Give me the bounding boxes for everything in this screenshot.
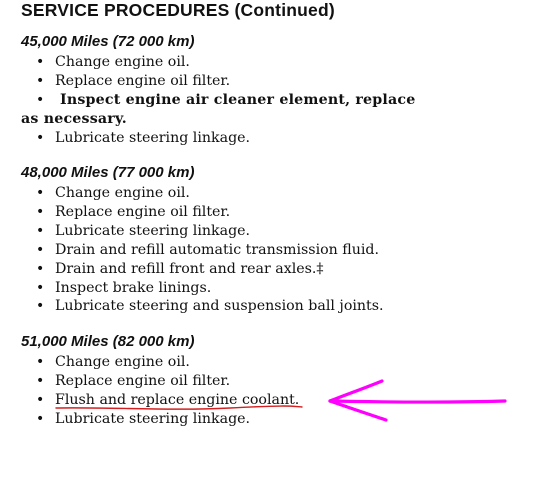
bullet-icon: • xyxy=(36,354,45,370)
section-heading-48000: 48,000 Miles (77 000 km) xyxy=(21,164,195,181)
bullet-icon: • xyxy=(36,261,45,277)
bullet-icon: • xyxy=(36,92,45,108)
bullet-icon: • xyxy=(36,411,45,427)
list-item-text: Lubricate steering linkage. xyxy=(55,130,251,146)
list-item-text: Change engine oil. xyxy=(55,354,190,370)
list-item-text: Change engine oil. xyxy=(55,54,190,70)
page-title: SERVICE PROCEDURES (Continued) xyxy=(21,0,335,20)
list-item-text: Replace engine oil filter. xyxy=(55,204,231,220)
list-item-text: Drain and refill front and rear axles.‡ xyxy=(55,261,324,277)
magenta-arrow-icon xyxy=(330,381,505,420)
list-item-text: Replace engine oil filter. xyxy=(55,373,231,389)
list-item-text: Change engine oil. xyxy=(55,185,190,201)
bullet-icon: • xyxy=(36,73,45,89)
list-item-text: Inspect engine air cleaner element, replace xyxy=(60,92,416,108)
bullet-icon: • xyxy=(36,54,45,70)
list-item-text: Replace engine oil filter. xyxy=(55,73,231,89)
list-item-text: Lubricate steering and suspension ball joints. xyxy=(55,298,384,314)
list-item-text: Lubricate steering linkage. xyxy=(55,411,251,427)
bullet-icon: • xyxy=(36,280,45,296)
list-item-text: Inspect brake linings. xyxy=(55,280,212,296)
bullet-icon: • xyxy=(36,373,45,389)
list-item-text: Lubricate steering linkage. xyxy=(55,223,251,239)
bullet-icon: • xyxy=(36,392,45,408)
bullet-icon: • xyxy=(36,204,45,220)
section-heading-51000: 51,000 Miles (82 000 km) xyxy=(21,333,195,350)
list-item-text: Drain and refill automatic transmission fluid. xyxy=(55,242,380,258)
bullet-icon: • xyxy=(36,242,45,258)
bullet-icon: • xyxy=(36,130,45,146)
list-item-continuation: as necessary. xyxy=(21,111,127,127)
bullet-icon: • xyxy=(36,185,45,201)
bullet-icon: • xyxy=(36,223,45,239)
bullet-icon: • xyxy=(36,298,45,314)
section-heading-45000: 45,000 Miles (72 000 km) xyxy=(21,33,195,50)
list-item-text: Flush and replace engine coolant. xyxy=(55,392,300,408)
